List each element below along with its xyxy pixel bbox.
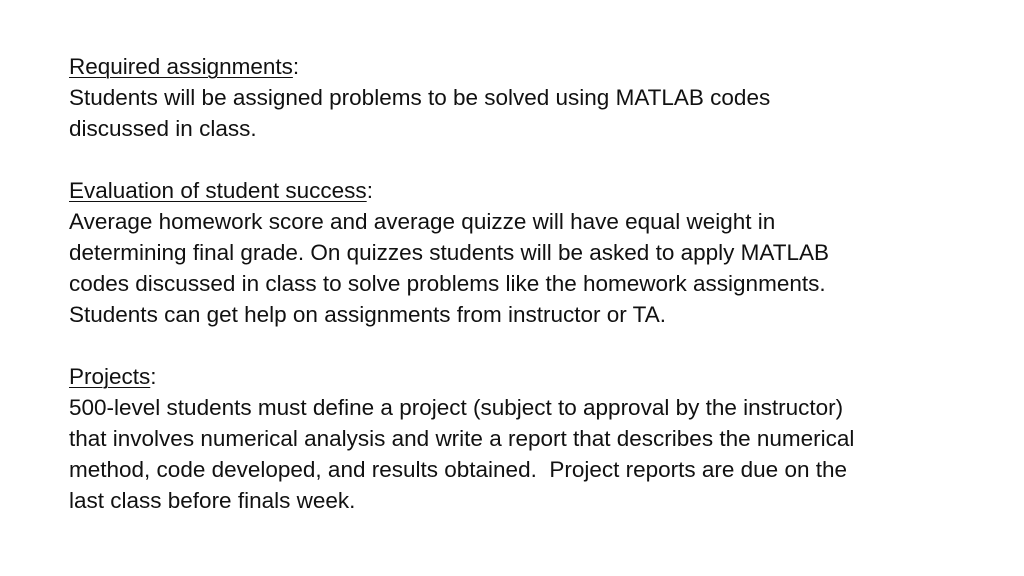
section-heading (69, 361, 1009, 392)
body-line: codes discussed in class to solve problems like the homework assignments. (69, 271, 826, 296)
body-line: method, code developed, and results obtained. Project reports are due on the (69, 457, 848, 482)
body-line: Students will be assigned problems to be solved using MATLAB codes (69, 85, 771, 110)
body-line: Students can get help on assignments from instructor or TA. (69, 302, 666, 327)
section-heading (69, 51, 1009, 82)
body-line: discussed in class. (69, 116, 257, 141)
body-line: Average homework score and average quizze will have equal weight in (69, 209, 776, 234)
heading-colon: : (150, 364, 157, 389)
body-line: last class before finals week. (69, 488, 356, 513)
heading-colon: : (366, 178, 373, 203)
heading-text: Evaluation of student success (69, 178, 367, 203)
slide-content (69, 51, 1009, 516)
heading-text: Projects (69, 364, 151, 389)
heading-text: Required assignments (69, 54, 293, 79)
body-line: that involves numerical analysis and write a report that describes the numerical (69, 426, 855, 451)
section-projects (69, 361, 1009, 516)
section-required-assignments (69, 51, 1009, 144)
section-evaluation (69, 175, 1009, 330)
body-line: determining final grade. On quizzes students will be asked to apply MATLAB (69, 240, 829, 265)
section-heading (69, 175, 1009, 206)
body-line: 500-level students must define a project (subject to approval by the instructor) (69, 395, 844, 420)
heading-colon: : (292, 54, 300, 79)
